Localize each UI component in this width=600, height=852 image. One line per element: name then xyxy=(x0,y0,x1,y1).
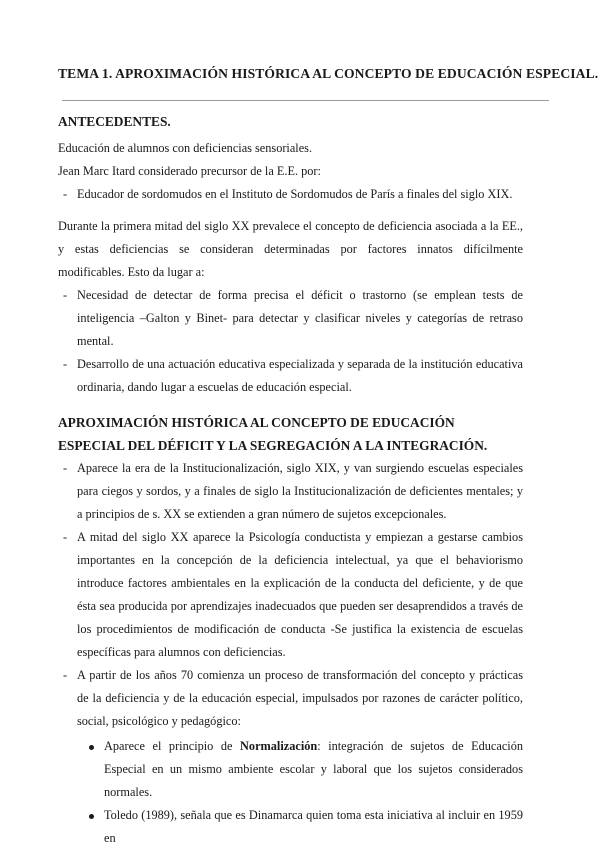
antecedentes-heading: ANTECEDENTES. xyxy=(58,114,171,129)
bullet-bold-term: Normalización xyxy=(240,739,318,753)
bullet-suffix: : integración de sujetos de Educación Especial en un mismo ambiente escolar y laboral que los sujetos considerados normales. xyxy=(104,739,523,799)
consequences-list xyxy=(58,284,523,399)
antecedentes-line-2: Jean Marc Itard considerado precursor de la E.E. por: xyxy=(58,164,321,178)
sub-bullet-list xyxy=(77,735,523,850)
list-item xyxy=(58,664,523,850)
document-title: TEMA 1. APROXIMACIÓN HISTÓRICA AL CONCEPTO DE EDUCACIÓN ESPECIAL. xyxy=(58,66,599,81)
document-body xyxy=(58,110,523,852)
list-item: - A mitad del siglo XX aparece la Psicología conductista y empiezan a gestarse cambios importantes en la concepción de la deficiencia intelectual, ya que el behaviorismo introduce factores ambientales en la explicación de la conducta del deficiente, y de que ésta sea producida por aprendizajes inadecuados que pueden ser desaprendidos a través de los procedimientos de modificación de conducta -Se justifica la existencia de escuelas específicas para alumnos con deficiencias. xyxy=(58,526,523,664)
itard-list xyxy=(58,183,523,206)
section2-heading: APROXIMACIÓN HISTÓRICA AL CONCEPTO DE EDUCACIÓN ESPECIAL DEL DÉFICIT Y LA SEGREGACIÓN A LA INTEGRACIÓN. xyxy=(58,415,488,453)
bullet-item: Toledo (1989), señala que es Dinamarca quien toma esta iniciativa al incluir en 1959 en xyxy=(77,804,523,850)
bullet-item xyxy=(77,735,523,804)
list-item: - Educador de sordomudos en el Instituto de Sordomudos de París a finales del siglo XIX. xyxy=(58,183,523,206)
history-list xyxy=(58,457,523,850)
list-item: - Necesidad de detectar de forma precisa el déficit o trastorno (se emplean tests de inteligencia –Galton y Binet- para detectar y clasificar niveles y categorías de retraso mental. xyxy=(58,284,523,353)
list-item-text: A partir de los años 70 comienza un proceso de transformación del concepto y prácticas de la deficiencia y de la educación especial, impulsados por razones de carácter político, social, psicológico y pedagógico: xyxy=(77,668,523,728)
list-item: - Aparece la era de la Institucionalización, siglo XIX, y van surgiendo escuelas especiales para ciegos y sordos, y a finales de siglo la Institucionalización de deficientes mentales; y a principios de s. XX se extienden a gran número de sujetos excepcionales. xyxy=(58,457,523,526)
antecedentes-line-1: Educación de alumnos con deficiencias sensoriales. xyxy=(58,141,313,155)
antecedentes-paragraph: Durante la primera mitad del siglo XX prevalece el concepto de deficiencia asociada a la EE., y estas deficiencias se consideran determinadas por factores innatos difícilmente modificables. Esto da lugar a: xyxy=(58,219,523,279)
list-item: - Desarrollo de una actuación educativa especializada y separada de la institución educativa ordinaria, dando lugar a escuelas de educación especial. xyxy=(58,353,523,399)
bullet-prefix: Aparece el principio de xyxy=(104,739,241,753)
title-divider xyxy=(62,100,549,101)
